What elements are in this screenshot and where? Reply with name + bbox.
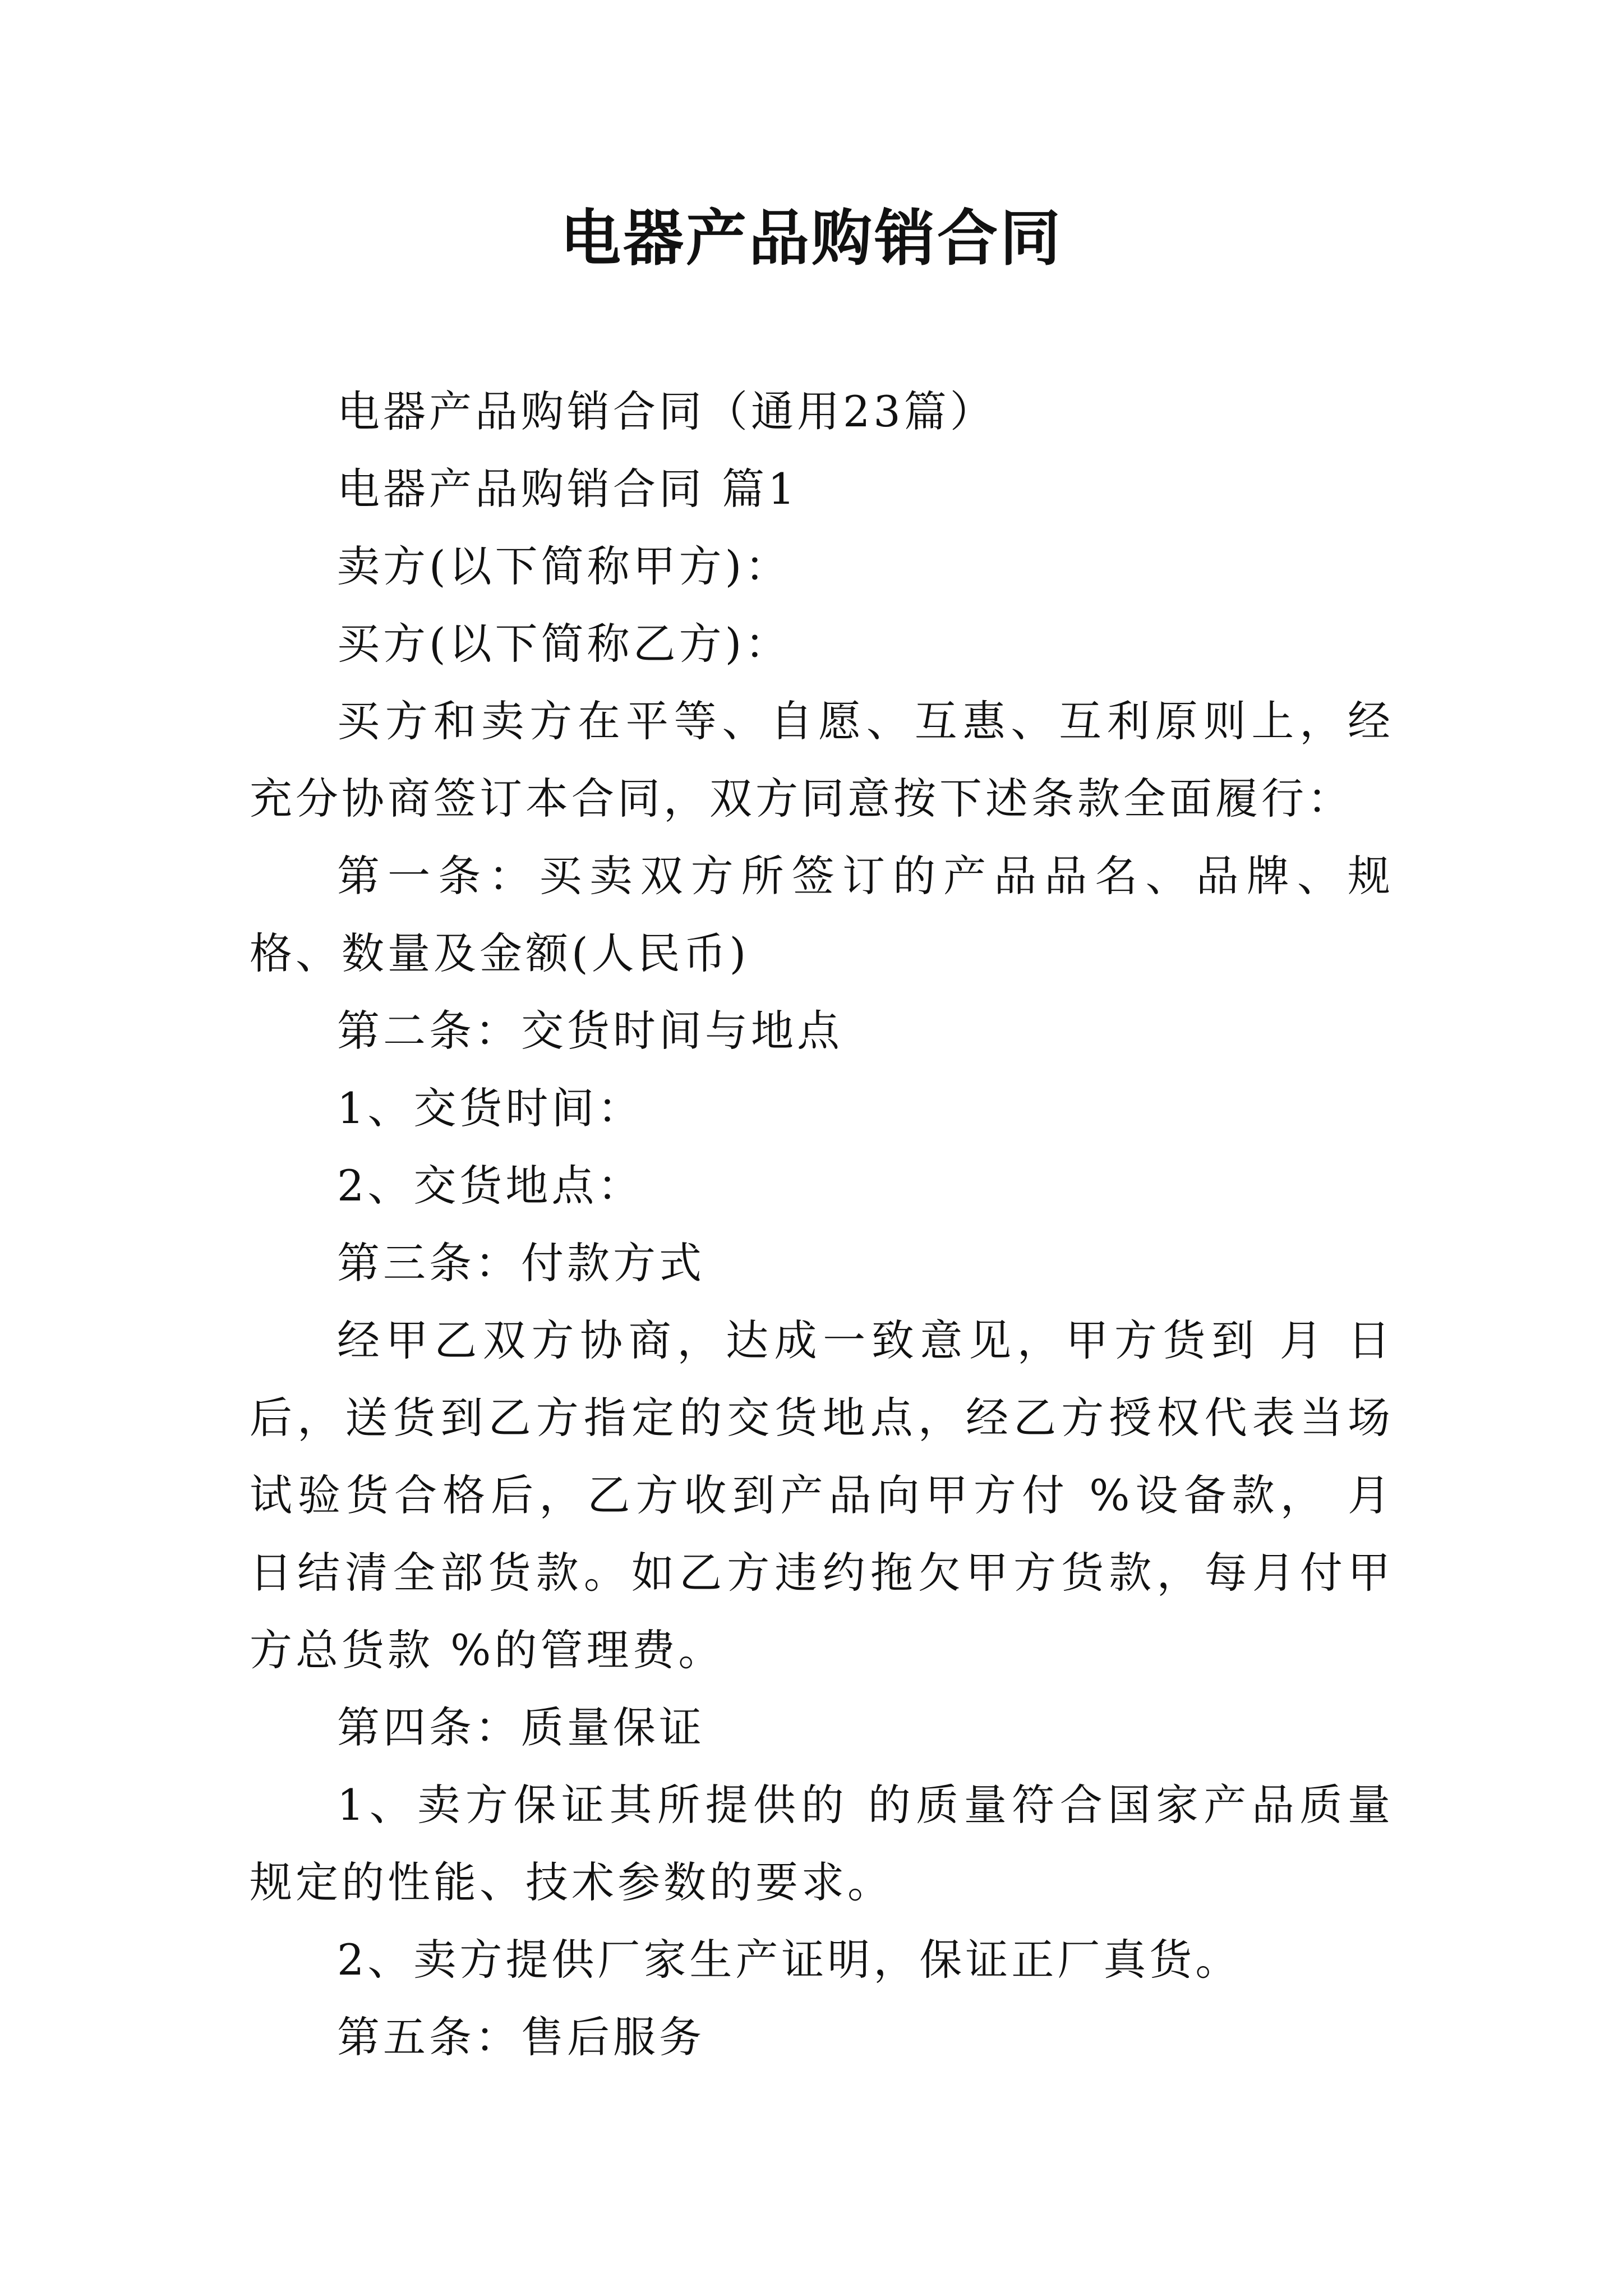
document-title: 电器产品购销合同 [560,203,1063,274]
paragraph-quality-1: 1、卖方保证其所提供的 的质量符合国家产品质量规定的性能、技术参数的要求。 [250,1780,1394,1907]
paragraph-buyer: 买方(以下简称乙方)： [337,619,791,669]
paragraph-quality-2: 2、卖方提供厂家生产证明，保证正厂真货。 [337,1935,1242,1985]
paragraph-article-5: 第五条：售后服务 [337,2012,705,2062]
paragraph-article-3: 第三条：付款方式 [337,1238,705,1288]
paragraph-delivery-place: 2、交货地点： [337,1161,644,1211]
document-body [250,373,1394,2076]
paragraph-section-heading: 电器产品购销合同 篇1 [337,464,799,514]
paragraph-preamble: 买方和卖方在平等、自愿、互惠、互利原则上，经充分协商签订本合同，双方同意按下述条款全面履行： [250,696,1394,823]
paragraph-payment-terms: 经甲乙双方协商，达成一致意见，甲方货到 月 日后，送货到乙方指定的交货地点，经乙方授权代表当场试验货合格后，乙方收到产品向甲方付 %设备款， 月 日结清全部货款。如乙方违约拖欠甲方货款，每月付甲方总货款 %的管理费。 [250,1315,1394,1675]
paragraph-subtitle: 电器产品购销合同（通用23篇） [337,386,996,436]
paragraph-seller: 卖方(以下简称甲方)： [337,541,791,591]
paragraph-delivery-time: 1、交货时间： [337,1083,644,1133]
paragraph-article-1: 第一条：买卖双方所签订的产品品名、品牌、规格、数量及金额(人民币) [250,851,1394,978]
paragraph-article-2: 第二条：交货时间与地点 [337,1006,843,1056]
paragraph-article-4: 第四条：质量保证 [337,1703,705,1752]
